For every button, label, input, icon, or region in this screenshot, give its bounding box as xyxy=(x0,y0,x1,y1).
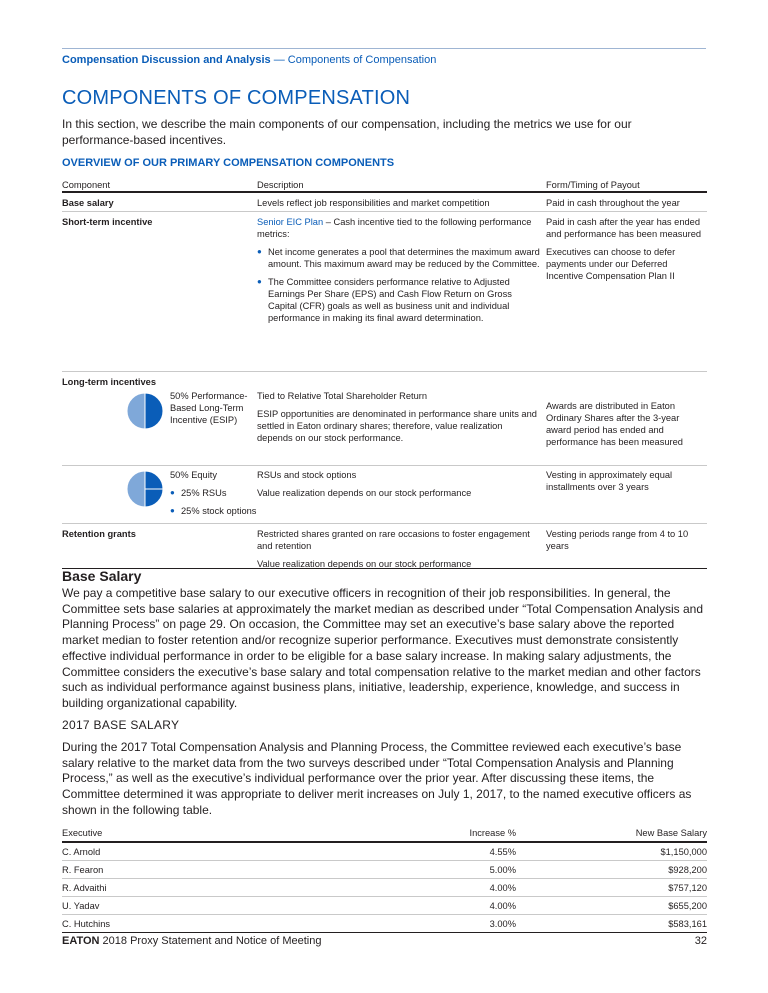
esip-label: 50% Performance-Based Long-Term Incentive (ESIP) xyxy=(170,391,248,425)
row-base-salary xyxy=(62,193,707,212)
header-subsection: Components of Compensation xyxy=(287,54,437,66)
equity-bullets xyxy=(170,487,260,517)
equity-pie-slice-options xyxy=(145,489,163,507)
page-footer xyxy=(62,935,707,947)
overview-heading: OVERVIEW OF OUR PRIMARY COMPENSATION COMPONENTS xyxy=(62,157,395,169)
esip-pie-chart xyxy=(126,392,164,430)
desc-equity xyxy=(257,469,540,499)
table-row xyxy=(62,843,707,861)
new-base-salary: $583,161 xyxy=(668,919,707,929)
executive-name: C. Hutchins xyxy=(62,919,111,929)
equity-pie-slice-rsus xyxy=(145,471,163,489)
desc-esip-2: ESIP opportunities are denominated in performance share units and settled in Eaton ordinary shares; therefore, value realization depends on our stock performance. xyxy=(257,409,537,443)
row-esip xyxy=(62,388,707,466)
list-item: ● Net income generates a pool that determines the maximum award amount. This maximum award may be reduced by the Committee. xyxy=(257,246,540,270)
new-base-salary: $1,150,000 xyxy=(660,847,707,857)
col-header-increase: Increase % xyxy=(469,828,516,838)
desc-equity-1: RSUs and stock options xyxy=(257,470,357,480)
desc-base-salary: Levels reflect job responsibilities and market competition xyxy=(257,198,490,208)
desc-retention xyxy=(257,528,540,570)
payout-retention: Vesting periods range from 4 to 10 years xyxy=(546,529,689,551)
table-row xyxy=(62,861,707,879)
running-header xyxy=(62,54,436,66)
page-title: COMPONENTS OF COMPENSATION xyxy=(62,87,411,109)
table-row xyxy=(62,897,707,915)
row-long-term-heading xyxy=(62,372,707,388)
new-base-salary: $655,200 xyxy=(668,901,707,911)
short-term-bullets xyxy=(257,246,540,324)
header-separator: — xyxy=(270,54,288,66)
payout-short-term xyxy=(546,216,707,282)
component-retention: Retention grants xyxy=(62,529,136,539)
list-item: ● 25% RSUs xyxy=(170,487,260,499)
equity-pie-chart xyxy=(126,470,164,508)
col-header-description: Description xyxy=(257,180,304,190)
desc-esip-1: Tied to Relative Total Shareholder Return xyxy=(257,391,428,401)
increase-pct: 3.00% xyxy=(489,919,516,929)
desc-retention-2: Value realization depends on our stock performance xyxy=(257,559,472,569)
increase-pct: 5.00% xyxy=(489,865,516,875)
new-base-salary: $928,200 xyxy=(668,865,707,875)
col-header-executive: Executive xyxy=(62,828,103,838)
overview-table-header xyxy=(62,176,707,193)
executive-name: R. Fearon xyxy=(62,865,104,875)
executive-name: U. Yadav xyxy=(62,901,100,911)
desc-short-term xyxy=(257,216,540,324)
base-salary-heading: Base Salary xyxy=(62,568,142,584)
equity-label: 50% Equity xyxy=(170,470,218,480)
payout-esip: Awards are distributed in Eaton Ordinary Shares after the 3-year award period has ended and performance has been measured xyxy=(546,401,683,447)
table-row xyxy=(62,879,707,897)
header-rule xyxy=(62,48,706,49)
overview-table xyxy=(62,176,707,569)
col-header-payout: Form/Timing of Payout xyxy=(546,180,640,190)
esip-pie-slice-esip xyxy=(145,393,163,429)
header-section: Compensation Discussion and Analysis xyxy=(62,54,271,66)
equity-pie-slice-esip xyxy=(127,471,145,507)
table-row xyxy=(62,915,707,933)
desc-esip xyxy=(257,390,540,444)
payout-short-term-1: Paid in cash after the year has ended and performance has been measured xyxy=(546,217,702,239)
col-header-new-salary: New Base Salary xyxy=(635,828,707,838)
executive-name: C. Arnold xyxy=(62,847,101,857)
base-salary-paragraph: We pay a competitive base salary to our executive officers in recognition of their job responsibilities. In general, the Committee sets base salaries at approximately the market median as described under “Total Compensation Analysis and Planning Process” on page 29. On occasion, the Committee may set an executive’s base salary above the reported market median to foster retention and/or recognize superior performance. Executives must demonstrate consistently effective individual performance in order to be eligible for a base salary increase. In making salary adjustments, the Committee considers the executive’s base salary and total compensation relative to the market median and other factors such as individual performance against business plans, initiative, leadership, experience, knowledge, and success in building organizational capability. xyxy=(62,586,703,710)
salary-table-header xyxy=(62,826,707,843)
increase-pct: 4.00% xyxy=(489,901,516,911)
payout-base-salary: Paid in cash throughout the year xyxy=(546,198,680,208)
desc-retention-1: Restricted shares granted on rare occasions to foster engagement and retention xyxy=(257,529,530,551)
component-short-term: Short-term incentive xyxy=(62,217,153,227)
list-item: ● 25% stock options xyxy=(170,505,260,517)
component-long-term: Long-term incentives xyxy=(62,377,157,387)
desc-equity-2: Value realization depends on our stock performance xyxy=(257,488,472,498)
list-item: ● The Committee considers performance relative to Adjusted Earnings Per Share (EPS) and Cash Flow Return on Gross Capital (CFR) goals as well as business unit and individual performance in making its final award determination. xyxy=(257,276,540,324)
row-retention xyxy=(62,524,707,569)
base-salary-2017-heading: 2017 BASE SALARY xyxy=(62,718,180,732)
increase-pct: 4.00% xyxy=(489,883,516,893)
intro-paragraph: In this section, we describe the main components of our compensation, including the metrics we use for our performance-based incentives. xyxy=(62,117,632,147)
col-header-component: Component xyxy=(62,180,111,190)
page-number: 32 xyxy=(694,935,707,947)
payout-short-term-2: Executives can choose to defer payments under our Deferred Incentive Compensation Plan II xyxy=(546,247,676,281)
executive-name: R. Advaithi xyxy=(62,883,107,893)
payout-equity: Vesting in approximately equal installments over 3 years xyxy=(546,470,673,492)
row-equity xyxy=(62,466,707,524)
row-short-term xyxy=(62,212,707,372)
footer-brand: EATON xyxy=(62,935,100,947)
esip-pie-slice-other xyxy=(127,393,145,429)
equity-label-block xyxy=(170,469,260,517)
increase-pct: 4.55% xyxy=(489,847,516,857)
new-base-salary: $757,120 xyxy=(668,883,707,893)
senior-eic-plan-link[interactable]: Senior EIC Plan xyxy=(257,217,324,227)
base-salary-2017-paragraph: During the 2017 Total Compensation Analysis and Planning Process, the Committee reviewed each executive’s base salary relative to the market data from the two surveys described under “Total Compensation Analysis and Planning Process,” as well as the executive’s individual performance over the prior year. After discussing these items, the Committee determined it was appropriate to deliver merit increases on July 1, 2017, to the named executive officers as shown in the following table. xyxy=(62,740,692,817)
salary-table xyxy=(62,826,707,933)
desc-short-term-text: – Cash incentive tied to the following performance metrics: xyxy=(257,217,532,239)
footer-text: 2018 Proxy Statement and Notice of Meeting xyxy=(99,935,322,947)
component-base-salary: Base salary xyxy=(62,198,114,208)
